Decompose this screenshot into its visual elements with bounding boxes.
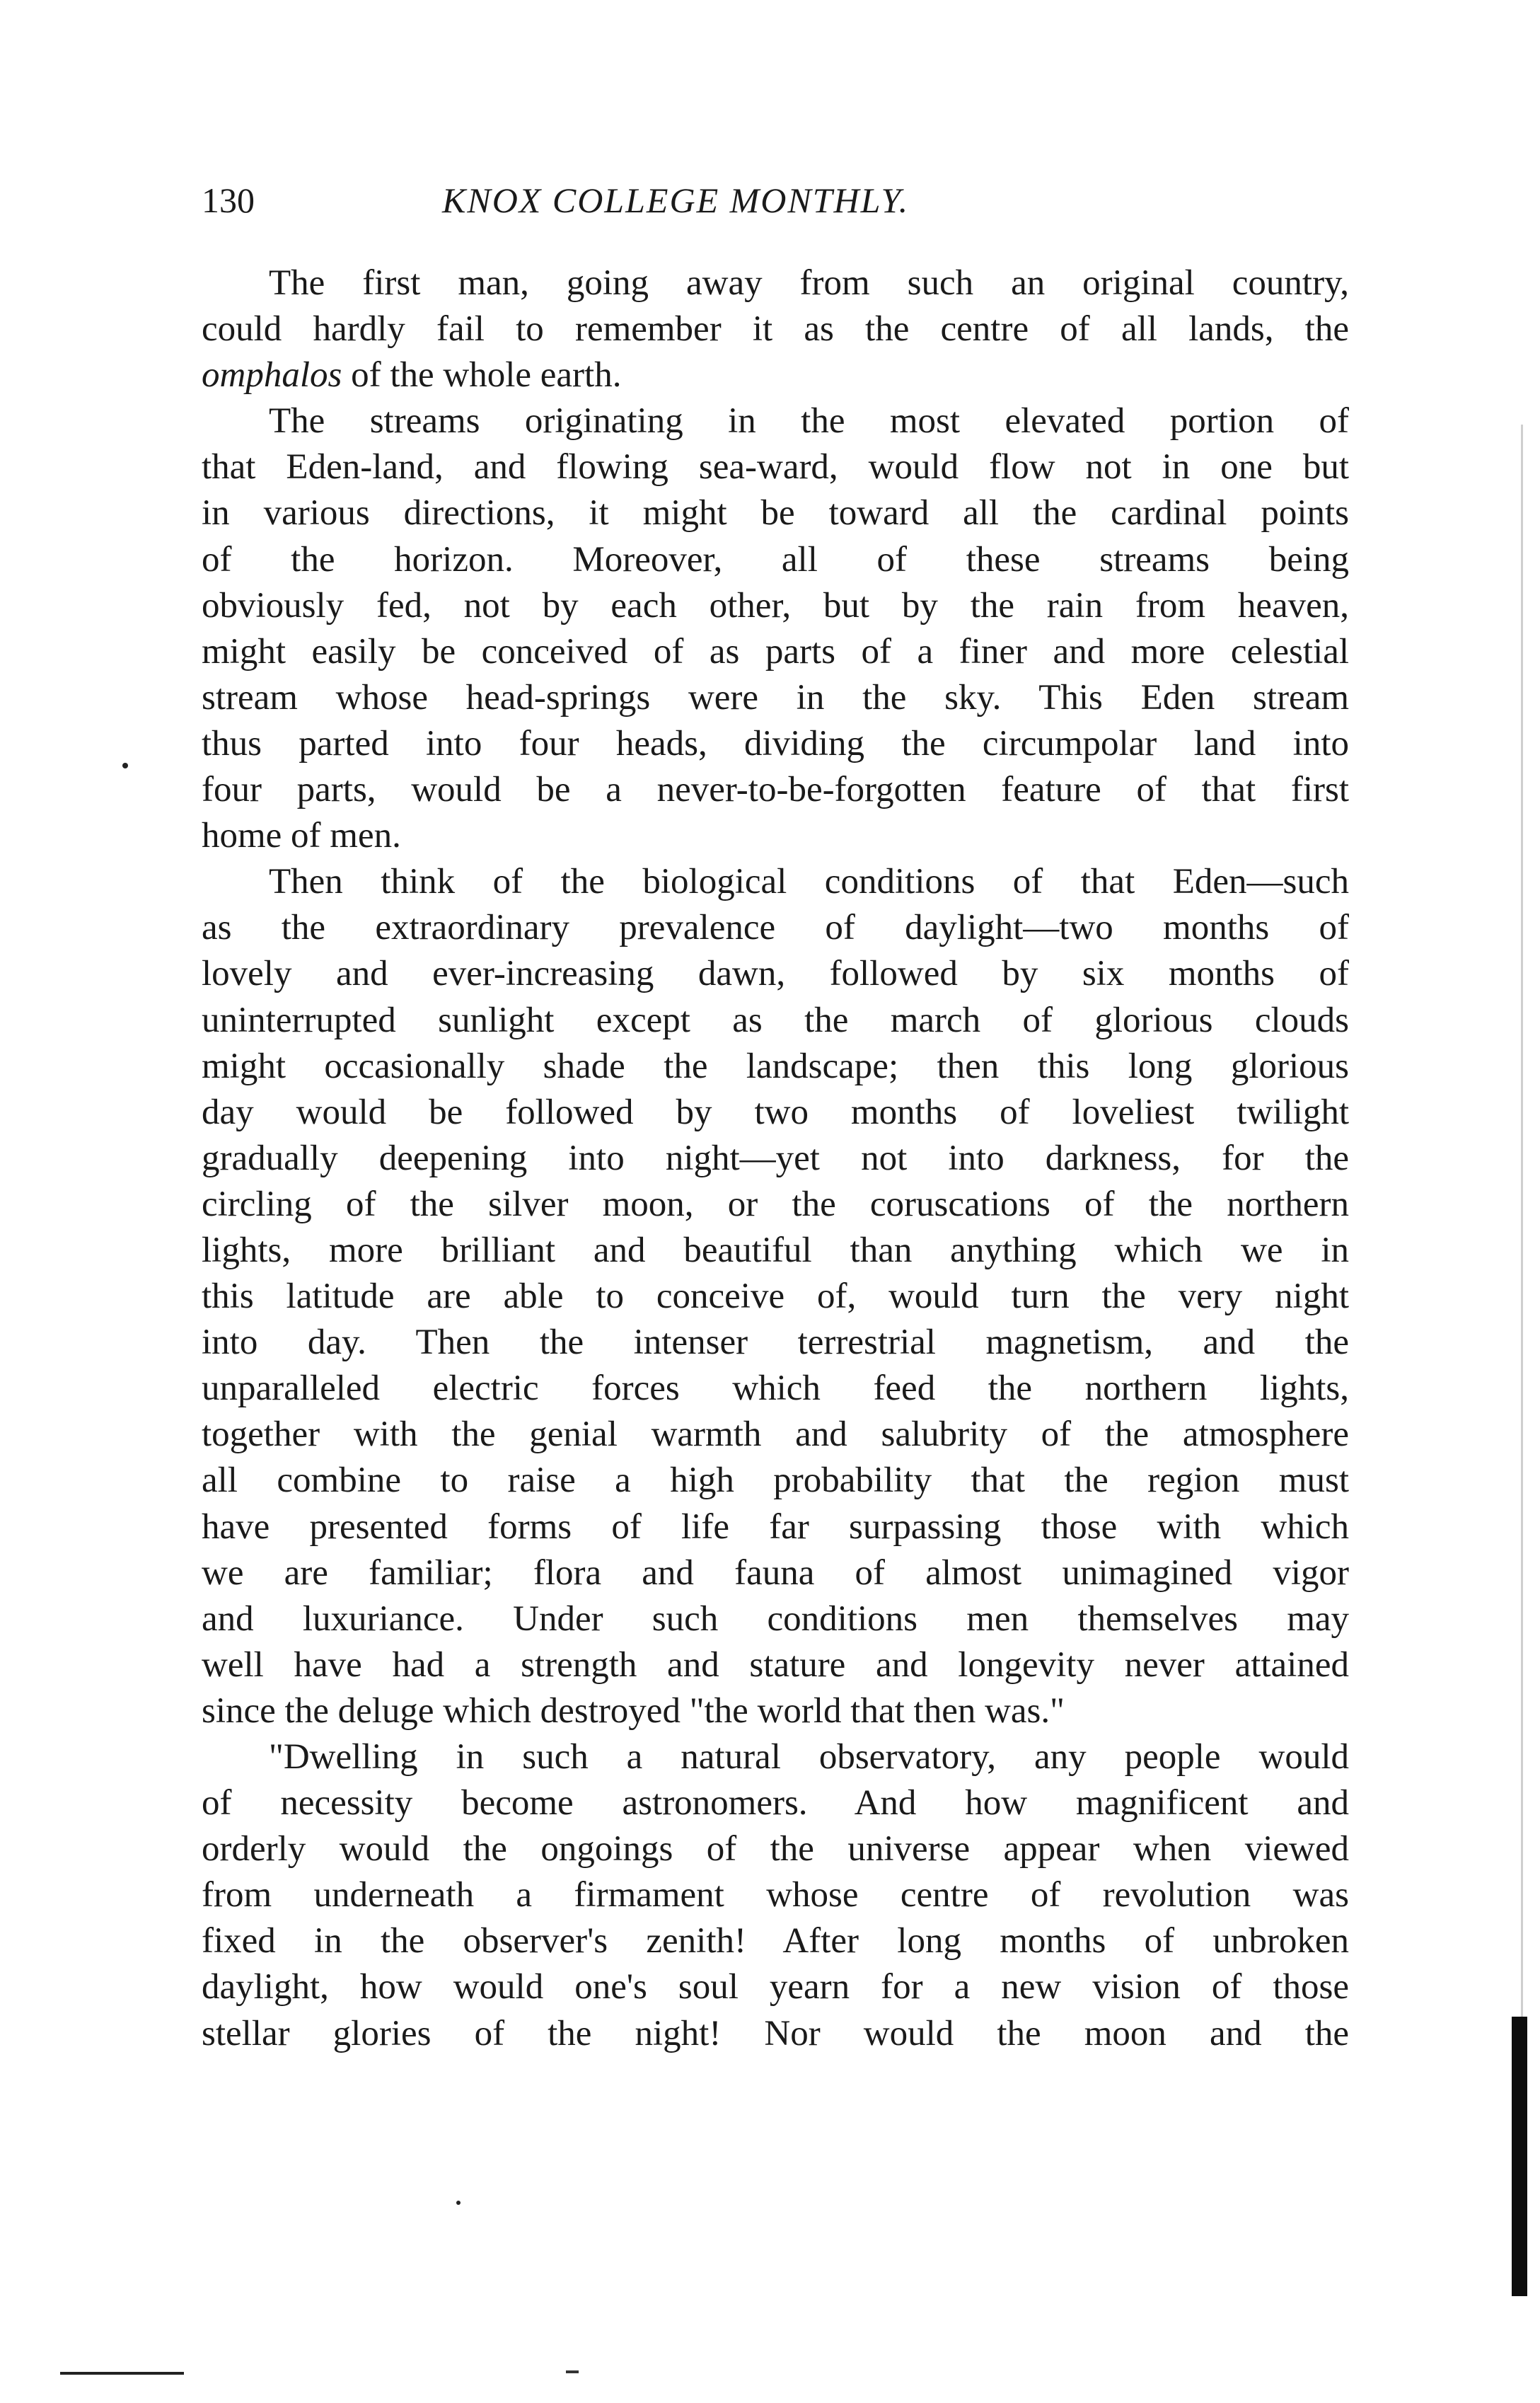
binding-edge: [1512, 2017, 1527, 2296]
footer-rule: [60, 2372, 184, 2375]
text-line: this latitude are able to conceive of, would turn the very night: [202, 1277, 1349, 1317]
footer-mark: [566, 2370, 579, 2373]
text-line: daylight, how would one's soul yearn for a new vision of those: [202, 1967, 1349, 2007]
page-number: 130: [202, 180, 255, 220]
text-line: as the extraordinary prevalence of daylight—two months of: [202, 908, 1349, 948]
text-line: lights, more brilliant and beautiful than anything which we in: [202, 1230, 1349, 1270]
text-line: well have had a strength and stature and longevity never attained: [202, 1644, 1349, 1685]
text-line: "Dwelling in such a natural observatory, any people would: [269, 1737, 1349, 1777]
italic-term: omphalos: [202, 355, 342, 396]
text-line: that Eden-land, and flowing sea-ward, would flow not in one but: [202, 447, 1349, 488]
text-line: might easily be conceived of as parts of a finer and more celestial: [202, 631, 1349, 672]
text-line: circling of the silver moon, or the coruscations of the northern: [202, 1184, 1349, 1224]
text-line: orderly would the ongoings of the universe appear when viewed: [202, 1829, 1349, 1869]
text-line: in various directions, it might be toward all the cardinal points: [202, 493, 1349, 534]
text-line: we are familiar; flora and fauna of almost unimagined vigor: [202, 1552, 1349, 1593]
text-line: all combine to raise a high probability that the region must: [202, 1460, 1349, 1501]
text-line: home of men.: [202, 816, 401, 856]
text-line: fixed in the observer's zenith! After long months of unbroken: [202, 1921, 1349, 1961]
text-line: of necessity become astronomers. And how magnificent and: [202, 1783, 1349, 1823]
text-line: from underneath a firmament whose centre of revolution was: [202, 1875, 1349, 1915]
text-line: together with the genial warmth and salubrity of the atmosphere: [202, 1414, 1349, 1455]
text-line: since the deluge which destroyed "the world that then was.": [202, 1690, 1065, 1731]
text-line: Then think of the biological conditions of that Eden—such: [269, 862, 1349, 902]
text-line: obviously fed, not by each other, but by the rain from heaven,: [202, 585, 1349, 626]
text-line: thus parted into four heads, dividing the circumpolar land into: [202, 723, 1349, 763]
text-line: might occasionally shade the landscape; then this long glorious: [202, 1046, 1349, 1086]
text-line-rest: of the whole earth.: [351, 355, 622, 396]
text-line: The streams originating in the most elevated portion of: [269, 401, 1349, 442]
journal-title: KNOX COLLEGE MONTHLY.: [442, 180, 910, 220]
text-line: lovely and ever-increasing dawn, followed by six months of: [202, 954, 1349, 994]
text-line: The first man, going away from such an original country,: [269, 263, 1349, 303]
text-line: and luxuriance. Under such conditions men themselves may: [202, 1598, 1349, 1639]
text-line: [202, 352, 1349, 398]
text-line: day would be followed by two months of loveliest twilight: [202, 1092, 1349, 1132]
text-line: gradually deepening into night—yet not into darkness, for the: [202, 1138, 1349, 1178]
text-line: into day. Then the intenser terrestrial magnetism, and the: [202, 1322, 1349, 1363]
text-line: stream whose head-springs were in the sky. This Eden stream: [202, 677, 1349, 718]
text-line: stellar glories of the night! Nor would the moon and the: [202, 2013, 1349, 2053]
text-line: could hardly fail to remember it as the centre of all lands, the: [202, 309, 1349, 350]
running-head: [202, 175, 1348, 225]
text-line: have presented forms of life far surpassing those with which: [202, 1506, 1349, 1547]
text-line: unparalleled electric forces which feed the northern lights,: [202, 1368, 1349, 1409]
text-line: four parts, would be a never-to-be-forgotten feature of that first: [202, 770, 1349, 810]
gutter-shadow: [1521, 425, 1523, 2017]
margin-mark: [122, 763, 128, 768]
text-line: uninterrupted sunlight except as the march of glorious clouds: [202, 1000, 1349, 1040]
margin-mark: [456, 2201, 461, 2205]
text-line: of the horizon. Moreover, all of these streams being: [202, 539, 1349, 580]
article-body: [202, 260, 1349, 2057]
